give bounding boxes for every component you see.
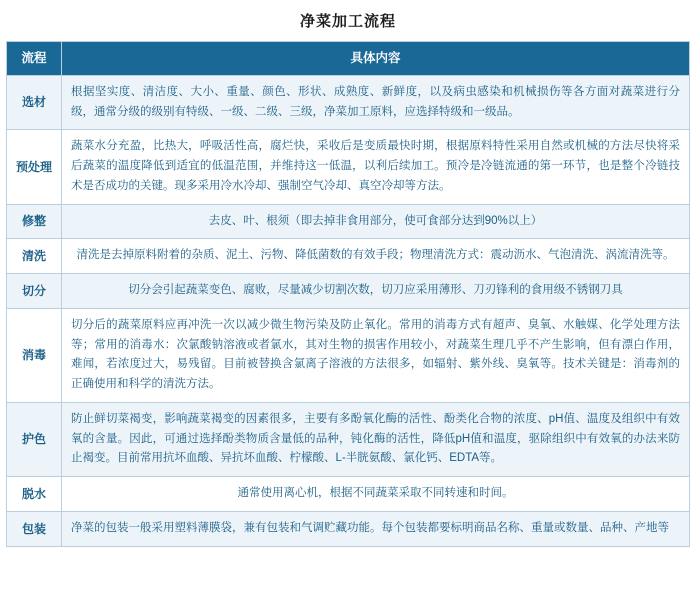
table-row [7,239,690,274]
stage-cell: 修整 [7,204,62,239]
column-header-content: 具体内容 [62,42,690,76]
content-cell: 蔬菜水分充盈，比热大，呼吸活性高，腐烂快，采收后是变质最快时期，根据原料特性采用自然或机械的方法尽快将采后蔬菜的温度降低到适宜的低温范围，并维持这一低温，以利后续加工。预冷是冷链流通的第一环节，也是整个冷链技术是否成功的关键。现多采用冷水冷却、强制空气冷却、真空冷却等方法。 [62,130,690,204]
page-title: 净菜加工流程 [299,13,396,30]
content-cell: 清洗是去掉原料附着的杂质、泥土、污物、降低菌数的有效手段；物理清洗方式：震动沥水、气泡清洗、涡流清洗等。 [62,239,690,274]
table-header [7,42,690,76]
stage-cell: 选材 [7,75,62,130]
stage-cell: 护色 [7,402,62,476]
stage-cell: 预处理 [7,130,62,204]
table-row [7,402,690,476]
content-cell: 切分后的蔬菜原料应再冲洗一次以减少微生物污染及防止氧化。常用的消毒方式有超声、臭氧、水触媒、化学处理方法等；常用的消毒水：次氯酸钠溶液或者氯水，其对生物的损害作用较小，对蔬菜生理几乎不产生影响，但有漂白作用，难闻，若浓度过大，易残留。目前被替换含氯离子溶液的方法很多，如辐射、紫外线、臭氧等。技术关键是：消毒剂的正确使用和科学的清洗方法。 [62,308,690,402]
content-cell: 通常使用离心机，根据不同蔬菜采取不同转速和时间。 [62,477,690,512]
stage-cell: 消毒 [7,308,62,402]
table-row [7,130,690,204]
stage-cell: 脱水 [7,477,62,512]
process-flow-table [6,41,690,547]
table-row [7,274,690,309]
content-cell: 净菜的包装一般采用塑料薄膜袋，兼有包装和气调贮藏功能。每个包装都要标明商品名称、重量或数量、品种、产地等 [62,512,690,547]
content-cell: 切分会引起蔬菜变色、腐败，尽量减少切割次数，切刀应采用薄形、刀刃锋利的食用级不锈钢刀具 [62,274,690,309]
table-header-row [7,42,690,76]
table-row [7,477,690,512]
table-row [7,308,690,402]
content-cell: 防止鲜切菜褐变，影响蔬菜褐变的因素很多，主要有多酚氧化酶的活性、酚类化合物的浓度、pH值、温度及组织中有效氧的含量。因此，可通过选择酚类物质含量低的品种，钝化酶的活性，降低pH值和温度，驱除组织中有效氧的办法来防止褐变。目前常用抗坏血酸、异抗坏血酸、柠檬酸、L-半胱氨酸、氯化钙、EDTA等。 [62,402,690,476]
column-header-stage: 流程 [7,42,62,76]
table-body [7,75,690,546]
table-row [7,204,690,239]
content-cell: 根据坚实度、清洁度、大小、重量、颜色、形状、成熟度、新鲜度，以及病虫感染和机械损伤等各方面对蔬菜进行分级，通常分级的级别有特级、一级、二级、三级，净菜加工原料，应选择特级和一级品。 [62,75,690,130]
stage-cell: 切分 [7,274,62,309]
stage-cell: 包装 [7,512,62,547]
table-row [7,512,690,547]
content-cell: 去皮、叶、根须（即去掉非食用部分，使可食部分达到90%以上） [62,204,690,239]
table-row [7,75,690,130]
stage-cell: 清洗 [7,239,62,274]
